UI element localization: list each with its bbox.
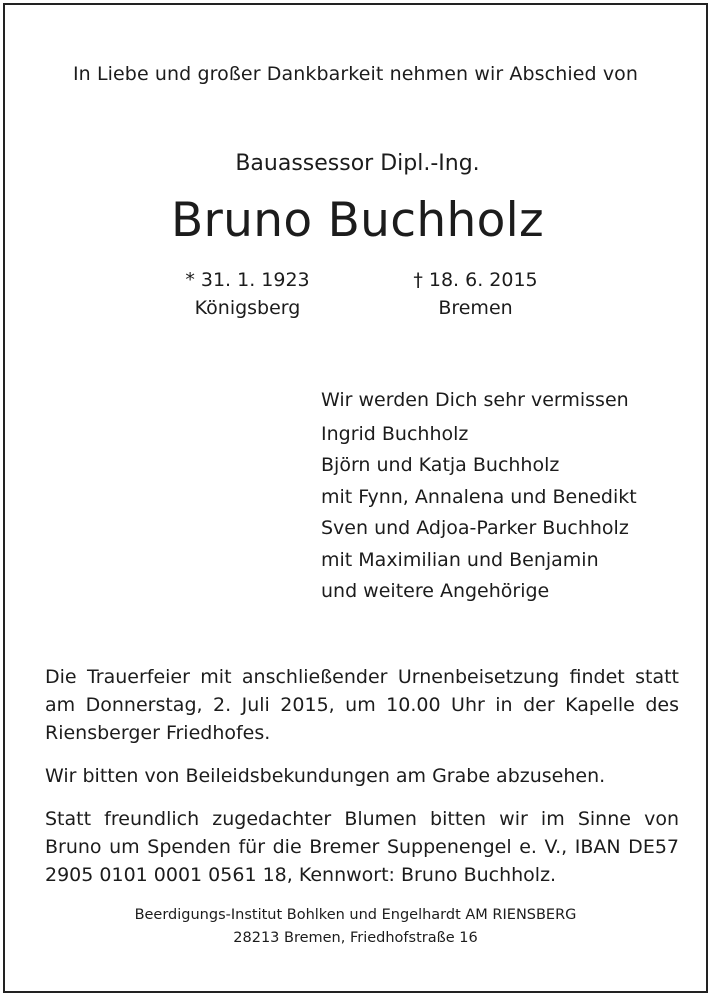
mourner-line: Sven und Adjoa-Parker Buchholz bbox=[321, 517, 629, 539]
mourner-line: Ingrid Buchholz bbox=[321, 422, 469, 445]
mourner-line: Björn und Katja Buchholz bbox=[321, 454, 560, 476]
birth-place: Königsberg bbox=[194, 297, 301, 319]
birth-date: * 31. 1. 1923 bbox=[185, 269, 310, 291]
death-info bbox=[383, 266, 568, 322]
funeral-home-name: Beerdigungs-Institut Bohlken und Engelhardt AM RIENSBERG bbox=[134, 907, 577, 923]
donation-line: 2905 0101 0001 0561 18, Kennwort: Bruno Buchholz. bbox=[45, 864, 557, 886]
ceremony-line: Riensberger Friedhofes. bbox=[45, 722, 271, 744]
funeral-home-address: 28213 Bremen, Friedhofstraße 16 bbox=[233, 930, 478, 946]
ceremony-paragraph bbox=[45, 663, 679, 747]
deceased-name: Bruno Buchholz bbox=[171, 193, 544, 248]
mourner-line: und weitere Angehörige bbox=[321, 580, 550, 602]
ceremony-line: am Donnerstag, 2. Juli 2015, um 10.00 Uhr in der Kapelle des bbox=[45, 694, 679, 716]
death-place: Bremen bbox=[438, 297, 513, 319]
mourners-lead: Wir werden Dich sehr vermissen bbox=[321, 389, 629, 411]
ceremony-line: Die Trauerfeier mit anschließender Urnenbeisetzung findet statt bbox=[45, 666, 679, 688]
mourner-line: mit Fynn, Annalena und Benedikt bbox=[321, 485, 637, 508]
donation-line: Bruno um Spenden für die Bremer Suppenengel e. V., IBAN DE57 bbox=[45, 836, 679, 858]
donation-paragraph bbox=[45, 805, 679, 889]
mourners-block bbox=[321, 385, 637, 608]
deceased-title: Bauassessor Dipl.-Ing. bbox=[235, 151, 480, 176]
condolence-paragraph: Wir bitten von Beileidsbekundungen am Grabe abzusehen. bbox=[45, 765, 606, 787]
donation-line: Statt freundlich zugedachter Blumen bitten wir im Sinne von bbox=[45, 808, 679, 830]
death-date: † 18. 6. 2015 bbox=[413, 269, 538, 291]
obituary-notice bbox=[3, 3, 708, 993]
mourner-line: mit Maximilian und Benjamin bbox=[321, 548, 599, 571]
intro-text: In Liebe und großer Dankbarkeit nehmen wir Abschied von bbox=[72, 63, 639, 85]
birth-info bbox=[155, 266, 340, 322]
